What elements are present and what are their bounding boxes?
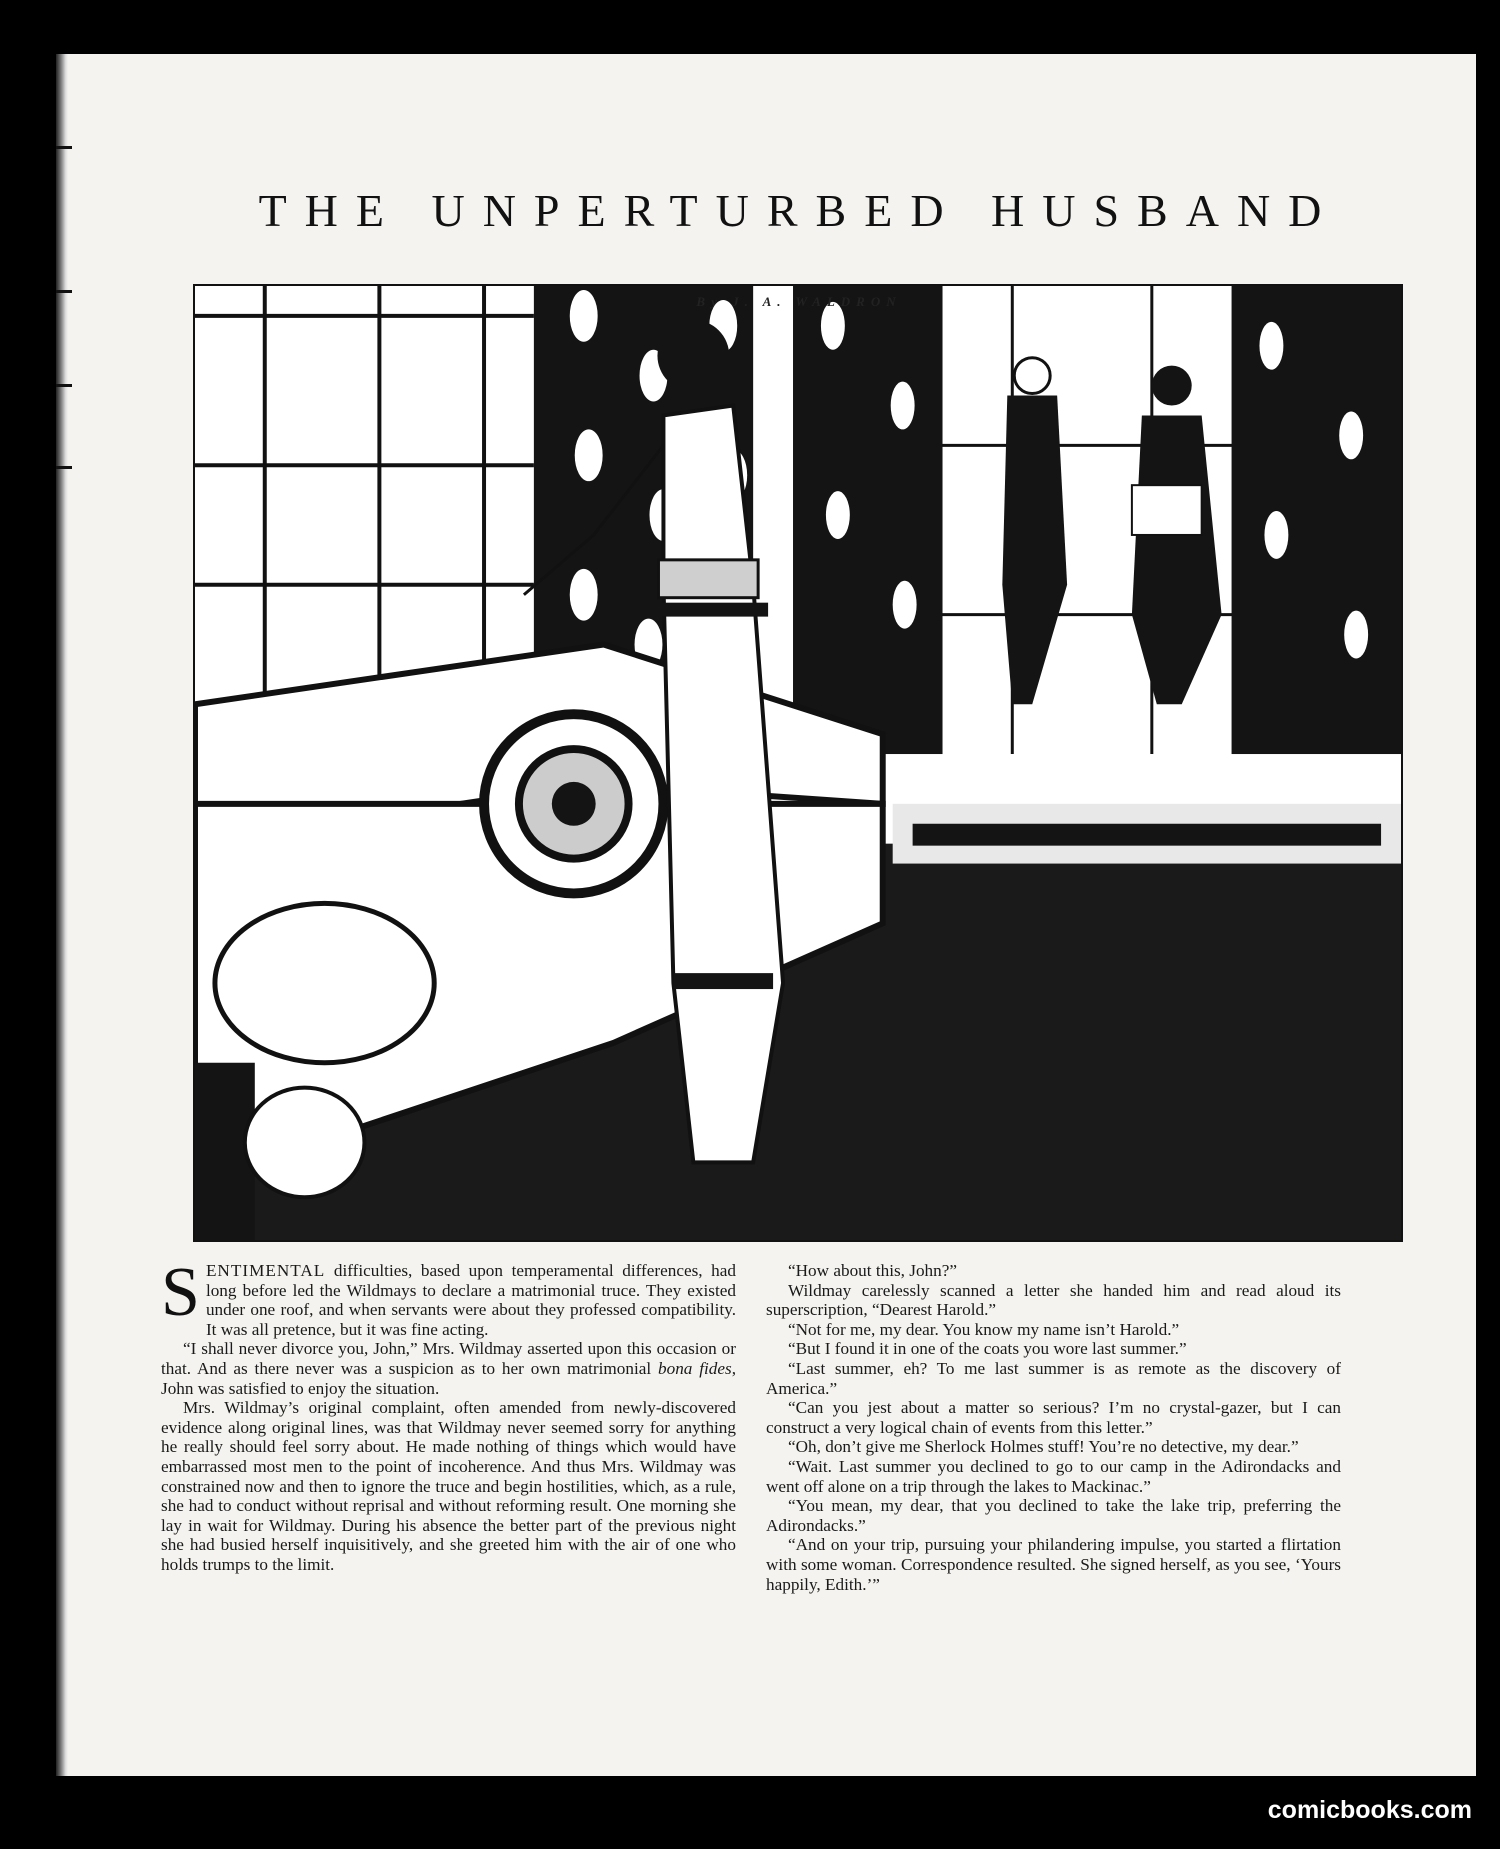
magazine-page	[56, 54, 1476, 1776]
binding-mark	[56, 146, 72, 149]
article-paragraph: “How about this, John?”	[788, 1261, 957, 1280]
page-binding-shadow	[56, 54, 68, 1776]
article-paragraph: “But I found it in one of the coats you wore last summer.”	[788, 1339, 1187, 1359]
article-paragraph: “Oh, don’t give me Sherlock Holmes stuff! You’re no detective, my dear.”	[788, 1437, 1299, 1457]
paragraph-text: , John was satisfied to enjoy the situation.	[161, 1358, 736, 1398]
article-paragraph: “Not for me, my dear. You know my name isn’t Harold.”	[788, 1319, 1180, 1339]
article-paragraph: “Wait. Last summer you declined to go to our camp in the Adirondacks and went off alone on a trip through the lakes to Mackinac.”	[766, 1456, 1341, 1496]
article-column-left	[161, 1254, 736, 1575]
article-paragraph: “You mean, my dear, that you declined to take the lake trip, preferring the Adirondacks.”	[766, 1496, 1341, 1535]
article-column-right	[766, 1261, 1341, 1594]
art-deco-interior-illustration-icon	[195, 286, 1401, 1240]
article-title: THE UNPERTURBED HUSBAND	[258, 185, 1340, 236]
lead-word: ENTIMENTAL	[205, 1261, 326, 1280]
binding-mark	[56, 290, 72, 293]
article-paragraph: “Can you jest about a matter so serious? I’m no crystal-gazer, but I can construct a very logical chain of events from this letter.”	[766, 1398, 1341, 1437]
article-illustration	[193, 284, 1403, 1242]
article-paragraph	[161, 1254, 736, 1339]
article-paragraph: Wildmay carelessly scanned a letter she handed him and read aloud its superscription, “Dearest Harold.”	[766, 1280, 1341, 1320]
article-byline: By J. A. WALDRON	[696, 294, 902, 309]
paragraph-text: difficulties, based upon temperamental differences, had long before led the Wildmays to declare a matrimonial truce. They existed under one roof, and when servants were about they professed compatibility. It was all pretence, but it was fine acting.	[205, 1261, 736, 1339]
paragraph-text: “I shall never divorce you, John,” Mrs. Wildmay asserted upon this occasion or that. And as there never was a suspicion as to her own matrimonial	[161, 1339, 736, 1378]
article-paragraph	[161, 1339, 736, 1398]
binding-mark	[56, 466, 72, 469]
site-watermark: comicbooks.com	[1267, 1796, 1472, 1824]
article-paragraph: Mrs. Wildmay’s original complaint, often amended from newly-discovered evidence along original lines, was that Wildmay never seemed sorry for anything he really should feel sorry about. He made nothing of things which would have embarrassed most men to the point of incoherence. And thus Mrs. Wildmay was constrained now and then to ignore the truce and begin hostilities, which, as a rule, she had to conduct without reprisal and without reforming result. One morning she lay in wait for Wildmay. During his absence the better part of the previous night she had busied herself inquisitively, and she greeted him with the air of one who holds trumps to the limit.	[161, 1398, 736, 1574]
italic-phrase: bona fides	[658, 1358, 732, 1378]
binding-mark	[56, 384, 72, 387]
drop-cap: S	[161, 1254, 200, 1331]
article-paragraph: “And on your trip, pursuing your philandering impulse, you started a flirtation with some woman. Correspondence resulted. She signed herself, as you see, ‘Yours happily, Edith.’”	[766, 1535, 1341, 1594]
article-paragraph: “Last summer, eh? To me last summer is as remote as the discovery of America.”	[766, 1358, 1341, 1398]
